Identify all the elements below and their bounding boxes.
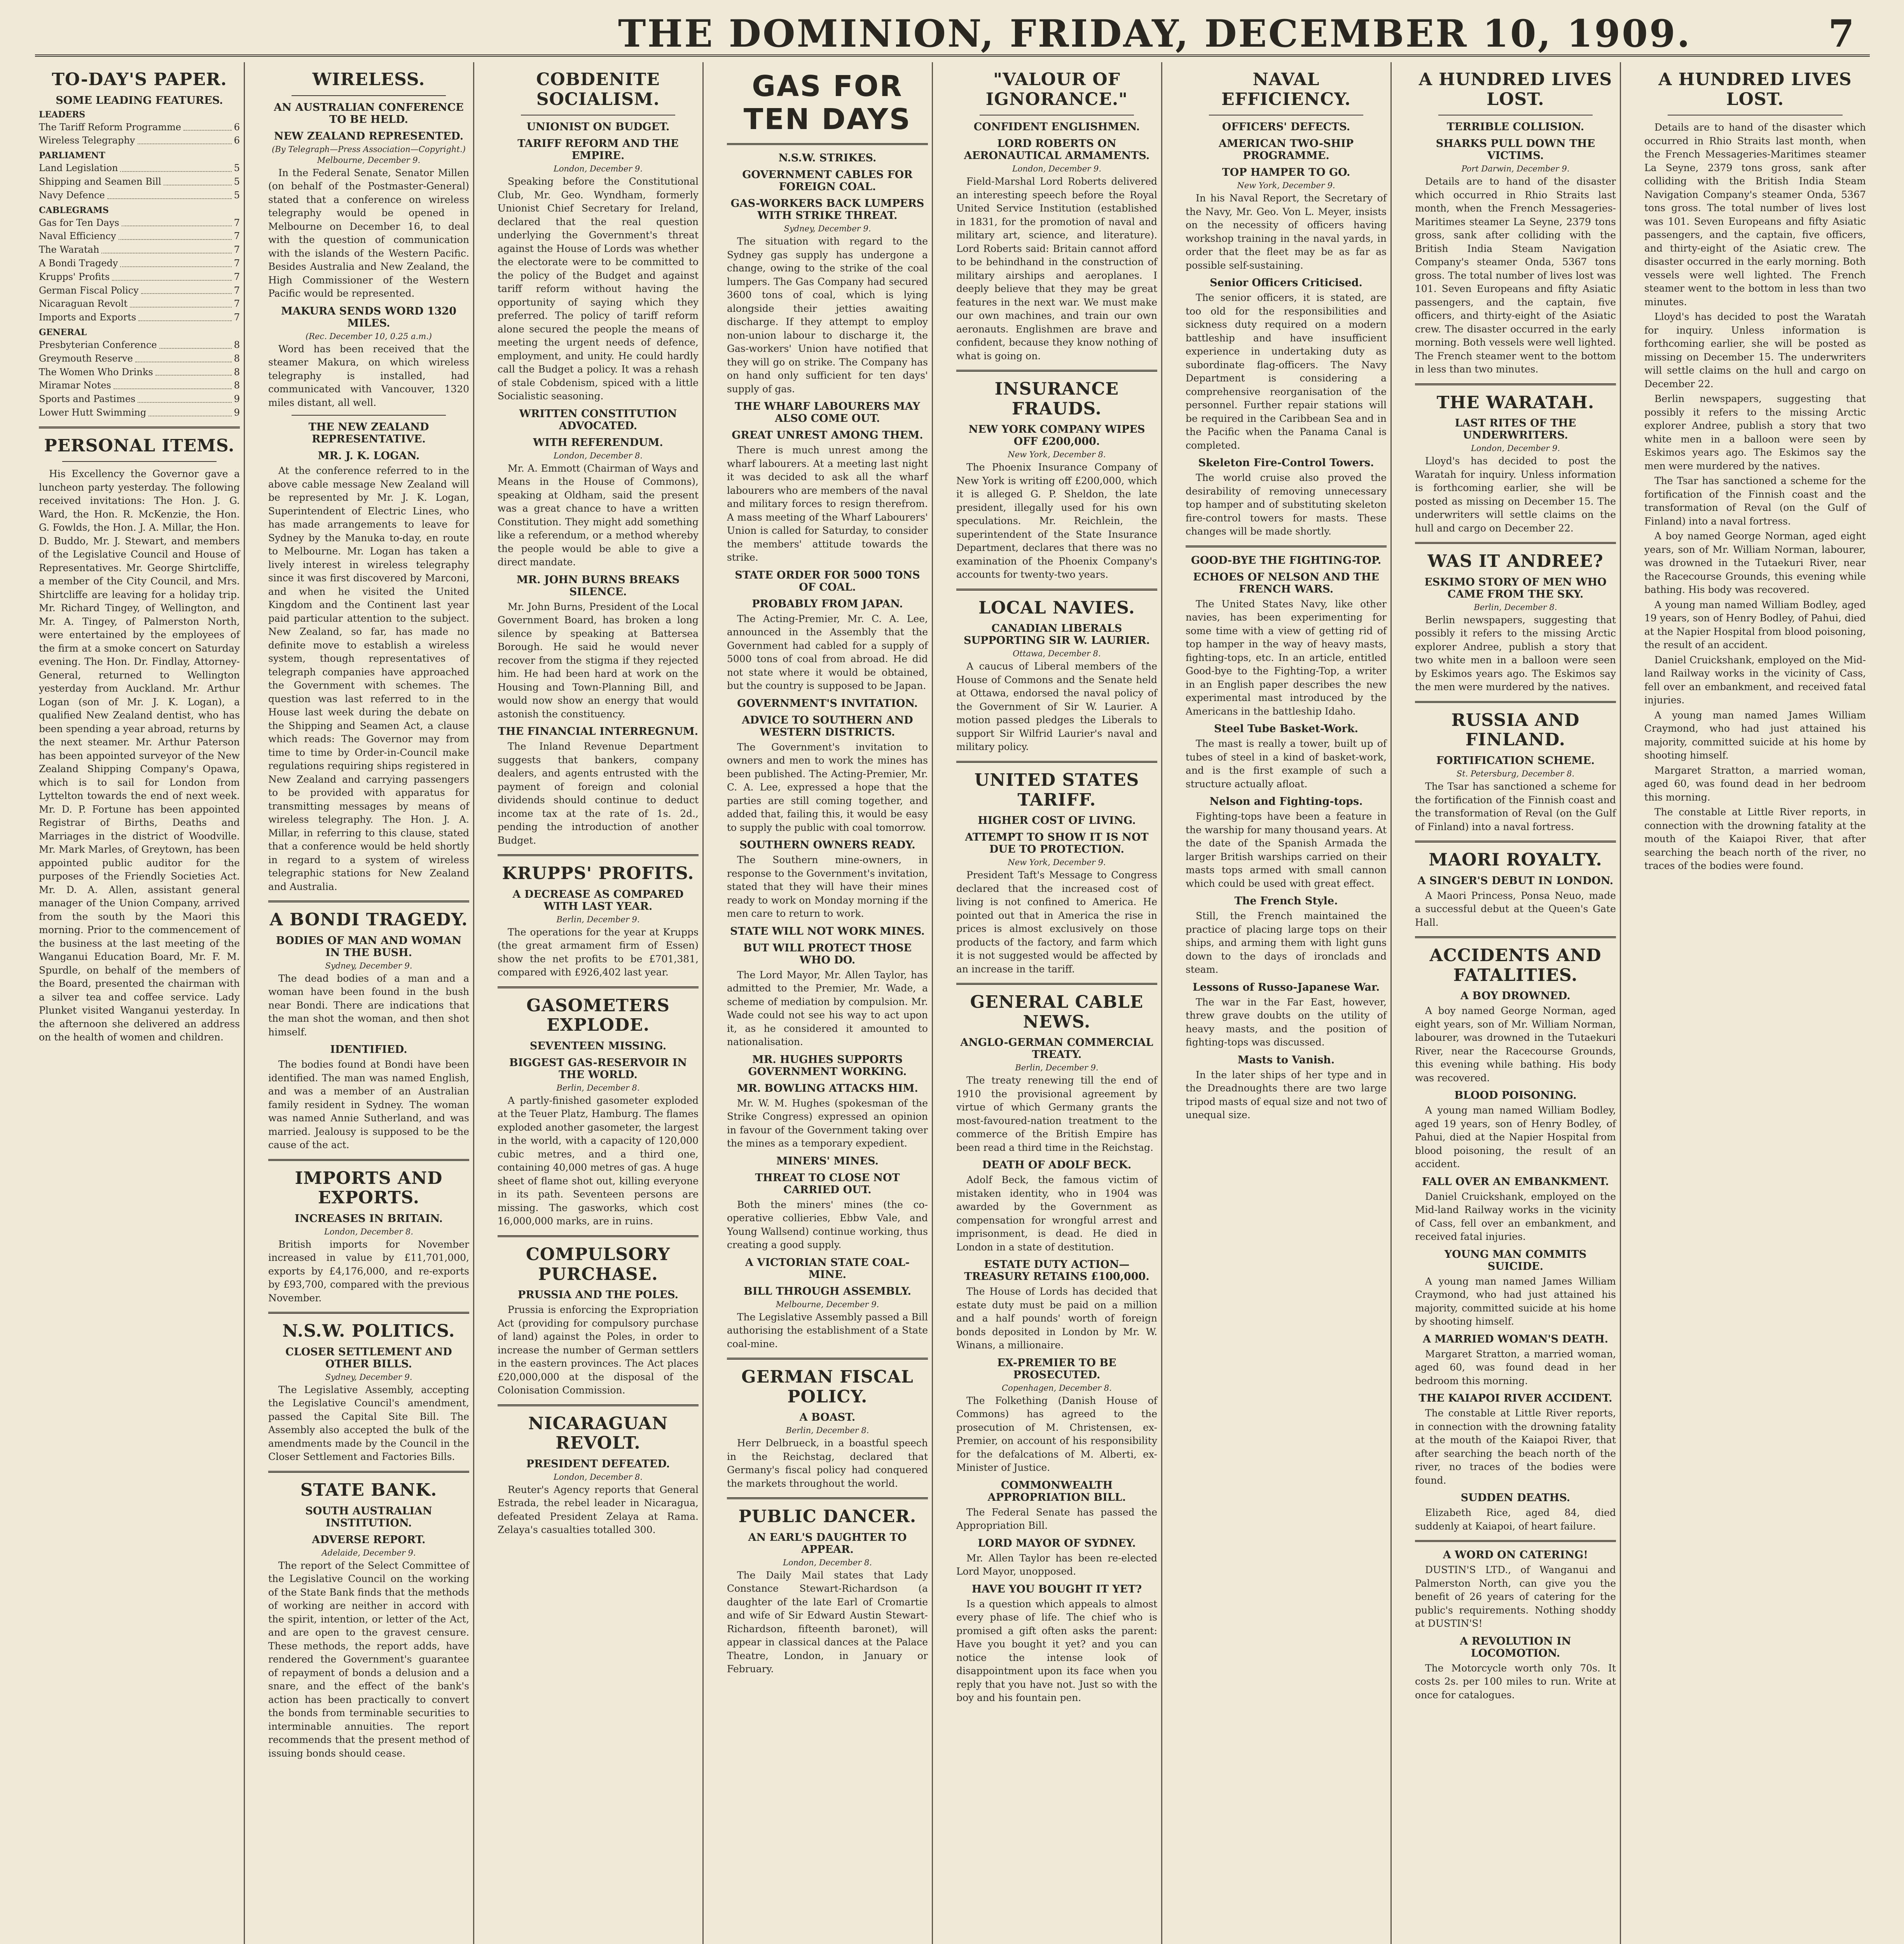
subheading: PROBABLY FROM JAPAN.	[752, 598, 903, 610]
subheading: A REVOLUTION IN LOCOMOTION.	[1460, 1635, 1571, 1659]
article-text: Details are to hand of the disaster which occurred in Rhio Straits last month, when the French Messageries-Maritimes steamer La Seyne, 2379 tons gross, sank after colliding with the British India Steam Navigation Company's steamer Onda, 5367 tons gross. The total number of lives lost was 101. Seven Europeans and fifty Asiatic passengers, and the captain, five officers, and thirty-eight of the Asiatic crew. The disaster occurred in the early morning. Both vessels were well lighted. The French steamer went to the bottom in less than two minutes.	[1644, 122, 1866, 308]
divider	[268, 1471, 469, 1473]
section-heading: COMPULSORY PURCHASE.	[526, 1244, 671, 1284]
divider	[1415, 936, 1616, 938]
section-heading: WIRELESS.	[312, 70, 425, 89]
article-text: Margaret Stratton, a married woman, aged 60, was found dead in her bedroom this morning.	[1644, 764, 1866, 803]
article-text: The treaty renewing till the end of 1910 the provisional agreement by virtue of which Germany grants the most-favoured-nation treatment to the commerce of the British Empire has been read a third time in the Reichstag.	[956, 1075, 1157, 1153]
index-item[interactable]: Navy Defence 5	[39, 189, 240, 202]
index-group: CABLEGRAMS	[39, 205, 109, 215]
article-text: Reuter's Agency reports that General Estrada, the rebel leader in Nicaragua, defeated President Zelaya at Rama. Zelaya's casualties totalled 300.	[498, 1484, 699, 1536]
subheading: A WORD ON CATERING!	[1443, 1549, 1588, 1561]
subheading: Nelson and Fighting-tops.	[1209, 795, 1363, 808]
article-text: A young man named William Bodley, aged 19 years, son of Henry Bodley, of Pahui, died at the Napier Hospital from blood poisoning, the result of an accident.	[1415, 1105, 1616, 1170]
article-text: Mr. John Burns, President of the Local Government Board, has broken a long silence by speaking at Battersea Borough. He said he would never recover from the stigma if they rejected him. He had been hard at work on the Housing and Town-Planning Bill, and would now show an energy that would astonish the constituency.	[498, 601, 699, 720]
subheading: TOP HAMPER TO GO.	[1222, 166, 1350, 179]
index-item[interactable]: Krupps' Profits 7	[39, 270, 240, 284]
subheading: YOUNG MAN COMMITS SUICIDE.	[1444, 1248, 1587, 1273]
section-heading: GERMAN FISCAL POLICY.	[741, 1367, 914, 1407]
column-cobdenite	[494, 62, 704, 1944]
subheading: STATE ORDER FOR 5000 TONS OF COAL.	[735, 569, 920, 593]
section-heading: A HUNDRED LIVES LOST.	[1658, 70, 1852, 109]
article-text: Lloyd's has decided to post the Waratah for inquiry. Unless information is forthcoming earlier, she will be posted as missing on December 15. The underwriters will settle claims on the hull and cargo on December 22.	[1415, 455, 1616, 534]
divider	[956, 761, 1157, 763]
divider	[498, 854, 699, 856]
article-text: A Maori Princess, Ponsa Neuo, made a successful debut at the Queen's Gate Hall.	[1415, 890, 1616, 928]
article-text: At the conference referred to in the above cable message New Zealand will be represented by Mr. J. K. Logan, Superintendent of Electric Lines, who has made arrangements to leave for Sydney by the Manuka to-day, en route to Melbourne. Mr. Logan has taken a lively interest in wireless telegraphy since it was first discovered by Marconi, and when he visited the United Kingdom and the Continent last year paid particular attention to the subject. New Zealand, so far, has made no definite move to establish a wireless system, though representatives of telegraph companies have approached the Government with schemes. The question was last referred to in the House last week during the debate on the Shipping and Seamen Act, a clause which reads: The Governor may from time to time by Order-in-Council make regulations requiring ships registered in New Zealand and carrying passengers to be provided with apparatus for transmitting messages by means of wireless telegraphy. The Hon. J. A. Millar, in referring to this clause, stated that a conference would be held shortly in regard to a system of wireless telegraphic stations for New Zealand and Australia.	[268, 465, 469, 892]
section-heading: UNITED STATES TARIFF.	[974, 770, 1139, 810]
subheading: WRITTEN CONSTITUTION ADVOCATED.	[519, 407, 677, 432]
divider	[727, 1497, 928, 1499]
subheading: AMERICAN TWO-SHIP PROGRAMME.	[1218, 138, 1354, 162]
article-text: The bodies found at Bondi have been identified. The man was named English, and was a member of an Australian family resident in Sydney. The woman was named Annie Sutherland, and was married. Jealousy is supposed to be the cause of the act.	[268, 1059, 469, 1151]
subheading: A SINGER'S DEBUT IN LONDON.	[1417, 874, 1614, 887]
dateline: Sydney, December 9.	[784, 224, 871, 234]
dateline: London, December 9.	[1012, 164, 1102, 174]
column-wireless	[264, 62, 474, 1944]
subheading: HIGHER COST OF LIVING.	[978, 815, 1136, 827]
article-text: Margaret Stratton, a married woman, aged 60, was found dead in her bedroom this morning.	[1415, 1348, 1616, 1386]
article-text: A partly-finished gasometer exploded at the Teuer Platz, Hamburg. The flames exploded another gasometer, the largest in the world, with a capacity of 120,000 cubic metres, and a third one, containing 40,000 metres of gas. A huge sheet of flame shot out, killing everyone in its path. Seventeen persons are missing. The gasworks, which cost 16,000,000 marks, are in ruins.	[498, 1094, 699, 1227]
subheading: Skeleton Fire-Control Towers.	[1198, 457, 1374, 469]
subheading: CONFIDENT ENGLISHMEN.	[973, 121, 1140, 133]
page-number: 7	[1828, 12, 1854, 56]
section-heading: THE WARATAH.	[1436, 392, 1595, 413]
subheading: GOVERNMENT CABLES FOR FOREIGN COAL.	[742, 169, 913, 193]
subheading: TERRIBLE COLLISION.	[1446, 121, 1584, 133]
divider	[292, 95, 446, 96]
subheading: AN AUSTRALIAN CONFERENCE TO BE HELD.	[274, 101, 464, 126]
article-text: Elizabeth Rice, aged 84, died suddenly at Kaiapoi, of heart failure.	[1415, 1507, 1616, 1532]
dateline: Ottawa, December 8.	[1013, 649, 1101, 659]
index-group: PARLIAMENT	[39, 150, 105, 161]
subheading: COMMONWEALTH APPROPRIATION BILL.	[987, 1479, 1126, 1503]
divider	[1415, 841, 1616, 843]
article-text: Mr. W. M. Hughes (spokesman of the Strike Congress) expressed an opinion in favour of the Government taking over the mines as a temporary expedient.	[727, 1097, 928, 1149]
index-item[interactable]: The Tariff Reform Programme 6	[39, 121, 240, 134]
section-heading: NAVAL EFFICIENCY.	[1221, 70, 1351, 109]
subheading: ADVERSE REPORT.	[312, 1533, 426, 1546]
subheading: A VICTORIAN STATE COAL-MINE.	[745, 1256, 910, 1281]
subheading: BUT WILL PROTECT THOSE WHO DO.	[743, 942, 912, 966]
dateline: Copenhagen, December 8.	[1002, 1383, 1112, 1393]
article-text: Still, the French maintained the practice of placing large tops on their ships, and arming them with light guns down to the days of ironclads and steam.	[1186, 910, 1387, 975]
subheading: Lessons of Russo-Japanese War.	[1192, 981, 1380, 993]
article-text: Word has been received that the steamer Makura, on which wireless telegraphy is installed, had communicated with Vancouver, 1320 miles distant, all well.	[268, 343, 469, 408]
section-heading: NICARAGUAN REVOLT.	[528, 1413, 668, 1453]
dateline: London, December 8.	[553, 451, 643, 460]
article-text: The constable at Little River reports, in connection with the drowning fatality at the mouth of the Kaiapoi River, that after searching the beach north of the river, no traces of the bodies were found.	[1415, 1407, 1616, 1486]
subheading: ADVICE TO SOUTHERN AND WESTERN DISTRICTS.	[742, 714, 913, 738]
article-text: The Motorcycle worth only 70s. It costs 2s. per 100 miles to run. Write at once for catalogues.	[1415, 1662, 1616, 1701]
dateline: Sydney, December 9.	[325, 1372, 412, 1382]
article-text: In the Federal Senate, Senator Millen (on behalf of the Postmaster-General) stated that a conference on wireless telegraphy would be opened in Melbourne on December 16, to deal with the question of communication with the islands of the Western Pacific. Besides Australia and New Zealand, the High Commissioner of the Western Pacific would be represented.	[268, 167, 469, 299]
article-text: A young man named James William Craymond, who had just attained his majority, committed suicide at his home by shooting himself.	[1644, 709, 1866, 761]
dateline: Adelaide, December 9.	[321, 1548, 416, 1558]
divider	[1415, 542, 1616, 544]
divider	[268, 900, 469, 902]
subheading: SOUTHERN OWNERS READY.	[739, 839, 915, 851]
index-item[interactable]: Gas for Ten Days 7	[39, 216, 240, 230]
dateline: (Rec. December 10, 0.25 a.m.)	[306, 331, 432, 341]
dateline: Berlin, December 9.	[1015, 1063, 1099, 1073]
dateline: Berlin, December 8.	[786, 1426, 869, 1435]
article-text: Details are to hand of the disaster which occurred in Rhio Straits last month, when the French Messageries-Maritimes steamer La Seyne, 2379 tons gross, sank after colliding with the British India Steam Navigation Company's steamer Onda, 5367 tons gross. The total number of lives lost was 101. Seven Europeans and fifty Asiatic passengers, and the captain, five officers, and thirty-eight of the Asiatic crew. The disaster occurred in the early morning. Both vessels were well lighted. The French steamer went to the bottom in less than two minutes.	[1415, 176, 1616, 375]
index-item[interactable]: Land Legislation 5	[39, 161, 240, 175]
subheading: Steel Tube Basket-Work.	[1214, 723, 1358, 735]
index-item[interactable]: Sports and Pastimes 9	[39, 392, 240, 406]
article-text: The Inland Revenue Department suggests that bankers, company dealers, and agents entrusted with the payment of foreign and colonial dividends should continue to deduct income tax at the rate of 1s. 2d., pending the introduction of another Budget.	[498, 741, 699, 846]
dateline: London, December 8.	[553, 1472, 643, 1482]
index-item[interactable]: A Bondi Tragedy 7	[39, 257, 240, 270]
article-text: The Federal Senate has passed the Appropriation Bill.	[956, 1506, 1157, 1531]
section-heading: STATE BANK.	[300, 1480, 437, 1500]
index-item[interactable]: Imports and Exports 7	[39, 311, 240, 324]
article-text: In his Naval Report, the Secretary of the Navy, Mr. Geo. Von L. Meyer, insists on the necessity of officers having workshop training in the naval yards, in order that the fleet may be as far as possible self-sustaining.	[1186, 192, 1387, 271]
article-text: The operations for the year at Krupps (the great armament firm of Essen) show the net profits to be £701,381, compared with £926,402 last year.	[498, 926, 699, 978]
section-heading: LOCAL NAVIES.	[978, 598, 1135, 618]
subheading: NEW ZEALAND REPRESENTED.	[274, 130, 464, 142]
subheading: LAST RITES OF THE UNDERWRITERS.	[1455, 417, 1576, 442]
divider	[727, 1358, 928, 1360]
index-item[interactable]: German Fiscal Policy 7	[39, 284, 240, 297]
subheading: BIGGEST GAS-RESERVOIR IN THE WORLD.	[509, 1056, 687, 1081]
article-text: The Daily Mail states that Lady Constance Stewart-Richardson (a daughter of the late Earl of Cromartie and wife of Sir Edward Austin Stewart-Richardson, fifteenth baronet), will appear in classical dances at the Palace Theatre, London, in January or February.	[727, 1569, 928, 1675]
columns	[35, 62, 1870, 1944]
index-item[interactable]: The Waratah 7	[39, 243, 240, 257]
dateline: Sydney, December 9.	[325, 961, 412, 970]
column-gas	[723, 62, 933, 1944]
article-text: The Government's invitation to owners and men to work the mines has been published. The Acting-Premier, Mr. C. A. Lee, expressed a hope that the parties are still coming together, and added that, failing this, it would be easy to supply the public with coal tomorrow.	[727, 741, 928, 833]
divider	[956, 370, 1157, 372]
divider	[39, 427, 240, 428]
subheading: A BOY DROWNED.	[1460, 990, 1570, 1002]
article-text: The situation with regard to the Sydney gas supply has undergone a change, owing to the strike of the coal lumpers. The Gas Company had secured 3600 tons of coal, which is lying alongside their jetties awaiting discharge. If they attempt to employ non-union labour to discharge it, the Gas-workers' Union have notified that they will go on strike. The Company has on hand only sufficient for ten days' supply of gas.	[727, 236, 928, 395]
article-text: Lloyd's has decided to post the Waratah for inquiry. Unless information is forthcoming earlier, she will be posted as missing on December 15. The underwriters will settle claims on the hull and cargo on December 22.	[1644, 311, 1866, 390]
section-heading: GENERAL CABLE NEWS.	[970, 992, 1144, 1032]
masthead	[35, 8, 1870, 57]
subheading: GOOD-BYE THE FIGHTING-TOP.	[1191, 554, 1382, 566]
divider	[268, 1312, 469, 1314]
subheading: EX-PREMIER TO BE PROSECUTED.	[997, 1357, 1116, 1381]
subheading: A MARRIED WOMAN'S DEATH.	[1422, 1333, 1609, 1345]
article-text: There is much unrest among the wharf labourers. At a meeting last night it was decided to ask all the wharf labourers who are members of the naval and military forces to resign therefrom. A mass meeting of the Wharf Labourers' Union is called for Saturday, to consider the members' attitude towards the strike.	[727, 444, 928, 563]
section-heading: "VALOUR OF IGNORANCE."	[985, 70, 1128, 109]
section-heading: A HUNDRED LIVES LOST.	[1418, 70, 1612, 109]
article-text: The Tsar has sanctioned a scheme for the fortification of the Finnish coast and the transformation of Reval (on the Gulf of Finland) into a naval fortress.	[1415, 781, 1616, 832]
article-text: A boy named George Norman, aged eight years, son of Mr. William Norman, labourer, was drowned in the Tutaekuri River, near the Racecourse Grounds, this evening while bathing. His body was recovered.	[1644, 530, 1866, 596]
subheading: THE NEW ZEALAND REPRESENTATIVE.	[308, 421, 429, 446]
subheading: BODIES OF MAN AND WOMAN IN THE BUSH.	[276, 934, 462, 959]
masthead-title: THE DOMINION, FRIDAY, DECEMBER 10, 1909.	[618, 12, 1692, 56]
divider	[268, 1159, 469, 1161]
subheading: GREAT UNREST AMONG THEM.	[732, 429, 923, 442]
article-text: The dead bodies of a man and a woman have been found in the bush near Bondi. There are indications that the man shot the woman, and then shot himself.	[268, 972, 469, 1038]
divider	[292, 415, 446, 416]
section-heading: COBDENITE SOCIALISM.	[536, 70, 660, 109]
divider	[956, 983, 1157, 985]
article-text: The mast is really a tower, built up of tubes of steel in a kind of basket-work, and is the first example of such a structure actually afloat.	[1186, 738, 1387, 790]
article-text: The Acting-Premier, Mr. C. A. Lee, announced in the Assembly that the Government had cabled for a supply of 5000 tons of coal from abroad. He did not state where it would be obtained, but the country is supposed to be Japan.	[727, 613, 928, 692]
article-text: Both the miners' mines (the co-operative collieries, Ebbw Vale, and Young Wallsend) continue working, thus creating a good supply.	[727, 1199, 928, 1251]
index-item[interactable]: Greymouth Reserve 8	[39, 352, 240, 365]
column-valour	[952, 62, 1162, 1944]
index-item[interactable]: Shipping and Seamen Bill 5	[39, 175, 240, 189]
article-text: A caucus of Liberal members of the House of Commons and the Senate held at Ottawa, endorsed the naval policy of the Government of Sir W. Laurier. A motion passed pledges the Liberals to support Sir Wilfrid Laurier's naval and military policy.	[956, 661, 1157, 753]
article-text: The Lord Mayor, Mr. Allen Taylor, has admitted to the Premier, Mr. Wade, a scheme of mediation by compulsion. Mr. Wade could not see his way to act upon it, as he considered it amounted to nationalisation.	[727, 969, 928, 1048]
dateline: Melbourne, December 9.	[317, 155, 421, 165]
article-text: Is a question which appeals to almost every phase of life. The chief who is promised a gift often asks the parent: Have you bought it yet? and you can notice the intense look of disappointment upon its face when you reply that you have not. Just so with the boy and his fountain pen.	[956, 1598, 1157, 1704]
subheading: IDENTIFIED.	[330, 1044, 407, 1056]
dateline: London, December 8.	[324, 1227, 414, 1236]
article-text: The war in the Far East, however, threw grave doubts on the utility of heavy masts, and the position of fighting-tops was discussed.	[1186, 996, 1387, 1048]
section-heading: A BONDI TRAGEDY.	[269, 910, 468, 930]
subheading: LORD MAYOR OF SYDNEY.	[978, 1537, 1136, 1549]
subheading: MINERS' MINES.	[776, 1155, 879, 1167]
subheading: GOVERNMENT'S INVITATION.	[737, 697, 918, 710]
divider	[1415, 383, 1616, 385]
subheading: PRESIDENT DEFEATED.	[526, 1458, 670, 1470]
article-text: Mr. A. Emmott (Chairman of Ways and Means in the House of Commons), speaking at Oldham, said the present was a great chance to have a written Constitution. They might add something like a referendum, or a method whereby the people would be able to give a direct mandate.	[498, 462, 699, 568]
subheading: N.S.W. STRIKES.	[778, 152, 877, 164]
article-text: Daniel Cruickshank, employed on the Mid-land Railway works in the vicinity of Cass, fell over an embankment, and received fatal injuries.	[1415, 1191, 1616, 1243]
article-text: British imports for November increased in value by £11,701,000, exports by £4,176,000, and re-exports by £93,700, compared with the previous November.	[268, 1238, 469, 1304]
article-text: Mr. Allen Taylor has been re-elected Lord Mayor, unopposed.	[956, 1552, 1157, 1577]
subheading: CANADIAN LIBERALS SUPPORTING SIR W. LAURIER.	[964, 622, 1150, 647]
divider	[498, 1404, 699, 1406]
article-text: His Excellency the Governor gave a luncheon party yesterday. The following received invitations: The Hon. J. G. Ward, the Hon. R. McKenzie, the Hon. G. Fowlds, the Hon. J. A. Millar, the Hon. D. Buddo, Mr. J. Stewart, and members of the Legislative Council and House of Representatives. Mr. George Shirtcliffe, a member of the City Council, and Mrs. Shirtcliffe are leaving for a holiday trip. Mr. Richard Tingey, of Wellington, and Mr. A. Tingey, of Palmerston North, were entertained by the employees of the firm at a smoke concert on Saturday evening. The Hon. Dr. Findlay, Attorney-General, returned to Wellington yesterday from Auckland. Mr. Arthur Logan (son of Mr. J. K. Logan), a qualified New Zealand dentist, who has been spending a year abroad, returns by the next steamer. Mr. Arthur Paterson has been appointed surveyor of the New Zealand Shipping Company's Opawa, which is to sail for London from Lyttelton towards the end of next week. Mr. D. P. Fortune has been appointed Registrar of Births, Deaths and Marriages in the district of Woodville. Mr. Mark Marles, of Greytown, has been appointed public auditor for the purposes of the Friendly Societies Act. Mr. D. A. Allen, assistant general manager of the Union Company, arrived from the south by the Maori this morning. Prior to the commencement of the business at the last meeting of the Wanganui Education Board, Mr. F. M. Spurdle, on behalf of the members of the Board, presented the chairman with a silver tea and coffee service. Lady Plunket visited Wanganui yesterday. In the afternoon she delivered an address on the health of women and children.	[39, 468, 240, 1043]
subheading: PRUSSIA AND THE POLES.	[517, 1289, 678, 1301]
article-text: The Phoenix Insurance Company of New York is writing off £200,000, which it is alleged G. P. Sheldon, the late president, illegally used for his own speculations. Mr. Reichlein, the superintendent of the State Insurance Department, declares that there was no examination of the Phoenix Company's accounts for twenty-two years.	[956, 462, 1157, 580]
divider	[956, 589, 1157, 591]
column-naval	[1182, 62, 1392, 1944]
subheading: UNIONIST ON BUDGET.	[526, 121, 670, 133]
dateline: London, December 8.	[783, 1558, 872, 1567]
dateline: London, December 9.	[553, 164, 643, 174]
article-text: President Taft's Message to Congress declared that the increased cost of living is not confined to America. He pointed out that in America the rise in prices is almost exclusively on those products of the factory, and farm which it is not suggested would be affected by an increase in the tariff.	[956, 869, 1157, 975]
subheading: HAVE YOU BOUGHT IT YET?	[971, 1583, 1142, 1595]
section-heading: INSURANCE FRAUDS.	[994, 379, 1119, 419]
section-heading: GASOMETERS EXPLODE.	[526, 995, 670, 1035]
section-heading: PUBLIC DANCER.	[738, 1507, 917, 1527]
subheading: BILL THROUGH ASSEMBLY.	[744, 1285, 911, 1297]
article-text: Fighting-tops have been a feature in the warship for many thousand years. At the date of the Spanish Armada the larger British warships carried on their masts tops armed with small cannon which could be used with great effect.	[1186, 811, 1387, 889]
article-text: A young man named William Bodley, aged 19 years, son of Henry Bodley, of Pahui, died at the Napier Hospital from blood poisoning, the result of an accident.	[1644, 599, 1866, 651]
dateline: Port Darwin, December 9.	[1461, 164, 1570, 174]
section-heading: KRUPPS' PROFITS.	[502, 864, 694, 884]
article-text: Berlin newspapers, suggesting that possibly it refers to the missing Arctic explorer Andree, publish a story that two white men in a balloon were seen by Eskimos years ago. The Eskimos say the men were murdered by the natives.	[1644, 393, 1866, 472]
article-text: The House of Lords has decided that estate duty must be paid on a million and a half pounds' worth of foreign bonds deposited in London by Mr. W. Winans, a millionaire.	[956, 1286, 1157, 1351]
subheading: ATTEMPT TO SHOW IT IS NOT DUE TO PROTECTION.	[965, 831, 1149, 856]
subheading: THE WHARF LABOURERS MAY ALSO COME OUT.	[735, 400, 920, 425]
index-item[interactable]: Nicaraguan Revolt 7	[39, 297, 240, 311]
dateline: Berlin, December 9.	[556, 914, 640, 924]
subheading: ESTATE DUTY ACTION—TREASURY RETAINS £100,000.	[964, 1259, 1149, 1283]
section-heading: TO-DAY'S PAPER.	[52, 70, 227, 89]
subheading: GAS-WORKERS BACK LUMPERS WITH STRIKE THREAT.	[730, 198, 924, 222]
section-heading: RUSSIA AND FINLAND.	[1451, 710, 1580, 750]
dateline: New York, December 9.	[1008, 858, 1106, 867]
index-item[interactable]: Naval Efficiency 7	[39, 229, 240, 243]
section-heading: IMPORTS AND EXPORTS.	[295, 1168, 443, 1208]
subheading: CLOSER SETTLEMENT AND OTHER BILLS.	[285, 1346, 452, 1370]
subheading: THREAT TO CLOSE NOT CARRIED OUT.	[755, 1171, 900, 1196]
divider	[498, 1235, 699, 1237]
article-text: Daniel Cruickshank, employed on the Mid-land Railway works in the vicinity of Cass, fell over an embankment, and received fatal injuries.	[1644, 654, 1866, 706]
subheading: STATE WILL NOT WORK MINES.	[730, 925, 925, 937]
subheading: MAKURA SENDS WORD 1320 MILES.	[281, 305, 456, 329]
index-item[interactable]: Lower Hutt Swimming 9	[39, 406, 240, 420]
subheading: FORTIFICATION SCHEME.	[1436, 755, 1595, 767]
index-item[interactable]: Presbyterian Conference 8	[39, 338, 240, 352]
subheading: Senior Officers Criticised.	[1210, 277, 1362, 289]
subheading: DEATH OF ADOLF BECK.	[982, 1159, 1132, 1171]
subheading: SUDDEN DEATHS.	[1460, 1492, 1570, 1504]
divider	[62, 461, 217, 462]
subheading: SOME LEADING FEATURES.	[56, 94, 223, 107]
article-text: Speaking before the Constitutional Club, Mr. Geo. Wyndham, formerly Unionist Chief Secretary for Ireland, declared that the real question underlying the Government's threat against the House of Lords was whether the electorate were to be committed to the policy of the Budget and against tariff reform without having the opportunity of saying which they preferred. The policy of tariff reform alone secured the people the means of meeting the urgent needs of defence, employment, and unity. He could hardly call the Budget a policy. It was a rehash of stale Cobdenism, spiced with a little Socialistic seasoning.	[498, 176, 699, 402]
article-text: The Folkething (Danish House of Commons) has agreed to the prosecution of M. Christensen, ex-Premier, on account of his responsibility for the defalcations of M. Alberti, ex-Minister of Justice.	[956, 1395, 1157, 1474]
subheading: OFFICERS' DEFECTS.	[1222, 121, 1350, 133]
section-heading: PERSONAL ITEMS.	[44, 435, 235, 456]
subheading: WITH REFERENDUM.	[533, 436, 663, 449]
section-heading: GAS FOR TEN DAYS	[743, 70, 912, 136]
dateline: St. Petersburg, December 8.	[1456, 769, 1575, 779]
article-text: DUSTIN'S LTD., of Wanganui and Palmerston North, can give you the benefit of 26 years of catering for the public's requirements. Nothing shoddy at DUSTIN'S!	[1415, 1564, 1616, 1629]
subheading: BLOOD POISONING.	[1454, 1089, 1577, 1102]
subheading: ESKIMO STORY OF MEN WHO CAME FROM THE SKY.	[1424, 576, 1607, 600]
dateline: London, December 9.	[1471, 444, 1560, 453]
dateline: Melbourne, December 9.	[776, 1299, 879, 1309]
dateline: Berlin, December 8.	[1474, 602, 1557, 612]
article-text: The United States Navy, like other navies, has been experimenting for some time with a view of getting rid of top hamper in the way of heavy masts, fighting-tops, etc. In an article, entitled Good-bye to the Fighting-Top, a writer in an English paper describes the new experimental mast introduced by the Americans in the battleship Idaho.	[1186, 598, 1387, 717]
article-text: The report of the Select Committee of the Legislative Council on the working of the State Bank finds that the methods of working are neither in accord with the spirit, intention, or letter of the Act, and are open to the gravest censure. These methods, the report adds, have rendered the Government's guarantee of repayment of bonds a delusion and a snare, and the effect of the bank's action has been practically to convert the bonds from terminable securities to interminable annuities. The report recommends that the present method of issuing bonds should cease.	[268, 1559, 469, 1759]
subheading: SEVENTEEN MISSING.	[529, 1040, 667, 1052]
section-heading: ACCIDENTS AND FATALITIES.	[1429, 946, 1602, 985]
subheading: MR. HUGHES SUPPORTS GOVERNMENT WORKING.	[748, 1053, 907, 1078]
index-item[interactable]: Wireless Telegraphy 6	[39, 134, 240, 147]
article-text: A boy named George Norman, aged eight years, son of Mr. William Norman, labourer, was drowned in the Tutaekuri River, near the Racecourse Grounds, this evening while bathing. His body was recovered.	[1415, 1005, 1616, 1084]
subheading: ANGLO-GERMAN COMMERCIAL TREATY.	[960, 1037, 1153, 1061]
subheading: FALL OVER AN EMBANKMENT.	[1422, 1175, 1609, 1188]
divider	[1415, 1540, 1616, 1542]
article-text: A young man named James William Craymond, who had just attained his majority, committed suicide at his home by shooting himself.	[1415, 1275, 1616, 1327]
divider	[727, 143, 928, 145]
article-text: In the later ships of her type and in the Dreadnoughts there are two large tripod masts of equal size and not two of unequal size.	[1186, 1069, 1387, 1121]
index-group: GENERAL	[39, 327, 87, 337]
article-text: Berlin newspapers, suggesting that possibly it refers to the missing Arctic explorer Andree, publish a story that two white men in a balloon were seen by Eskimos years ago. The Eskimos say the men were murdered by the natives.	[1415, 614, 1616, 693]
divider	[498, 986, 699, 988]
divider	[1186, 545, 1387, 547]
subheading: NEW YORK COMPANY WIPES OFF £200,000.	[968, 423, 1145, 448]
dateline: New York, December 8.	[1008, 450, 1106, 460]
article-text: The constable at Little River reports, in connection with the drowning fatality at the mouth of the Kaiapoi River, that after searching the beach north of the river, no traces of the bodies were found.	[1644, 806, 1866, 872]
subheading: MR. J. K. LOGAN.	[318, 450, 420, 462]
subheading: LORD ROBERTS ON AERONAUTICAL ARMAMENTS.	[964, 138, 1150, 162]
byline: (By Telegraph—Press Association—Copyright.)	[272, 144, 466, 154]
index-group: LEADERS	[39, 109, 86, 120]
column-contents	[35, 62, 245, 1944]
subheading: TARIFF REFORM AND THE EMPIRE.	[517, 138, 679, 162]
subheading: THE FINANCIAL INTERREGNUM.	[498, 726, 699, 738]
section-heading: WAS IT ANDREE?	[1427, 551, 1604, 572]
subheading: SOUTH AUSTRALIAN INSTITUTION.	[305, 1505, 432, 1529]
article-text: The Southern mine-owners, in response to the Government's invitation, stated that they will have their mines ready to work on Monday morning if the men care to return to work.	[727, 854, 928, 920]
column-hundred-lives	[1411, 62, 1621, 1944]
index-item[interactable]: Miramar Notes 8	[39, 379, 240, 392]
subheading: Masts to Vanish.	[1237, 1054, 1335, 1066]
article-text: The Tsar has sanctioned a scheme for the fortification of the Finnish coast and the transformation of Reval (on the Gulf of Finland) into a naval fortress.	[1644, 475, 1866, 527]
article-text: Prussia is enforcing the Expropriation Act (providing for compulsory purchase of land) against the Poles, in order to increase the number of German settlers in the eastern provinces. The Act places £20,000,000 at the disposal of the Colonisation Commission.	[498, 1304, 699, 1396]
section-heading: N.S.W. POLITICS.	[282, 1321, 455, 1341]
dateline: New York, December 9.	[1237, 181, 1335, 191]
dateline: Berlin, December 8.	[556, 1083, 640, 1093]
subheading: ECHOES OF NELSON AND THE FRENCH WARS.	[1193, 571, 1379, 595]
subheading: MR. BOWLING ATTACKS HIM.	[737, 1082, 918, 1094]
subheading: MR. JOHN BURNS BREAKS SILENCE.	[516, 573, 680, 598]
subheading: The French Style.	[1234, 895, 1338, 907]
article-text: The senior officers, it is stated, are too old for the responsibilities and sickness duty required on a modern battleship and have insufficient experience in undertaking duty as subordinate flag-officers. The Navy Department is considering a comprehensive reorganisation of the personnel. Further repair stations will be required in the Caribbean Sea and in the Pacific when the Panama Canal is completed.	[1186, 292, 1387, 451]
section-heading: MAORI ROYALTY.	[1429, 850, 1602, 870]
subheading: A BOAST.	[799, 1411, 856, 1424]
index-item[interactable]: The Women Who Drinks 8	[39, 365, 240, 379]
article-text: The world cruise also proved the desirability of removing unnecessary top hamper and of substituting skeleton fire-control towers for masts. These changes will be made shortly.	[1186, 472, 1387, 537]
article-text: Adolf Beck, the famous victim of mistaken identity, who in 1904 was awarded by the Government as compensation for wrongful arrest and imprisonment, is dead. He died in London in a state of destitution.	[956, 1174, 1157, 1253]
article-text: Herr Delbrueck, in a boastful speech in the Reichstag, declared that Germany's fiscal policy had conquered the markets throughout the world.	[727, 1437, 928, 1489]
subheading: AN EARL'S DAUGHTER TO APPEAR.	[748, 1531, 907, 1556]
subheading: INCREASES IN BRITAIN.	[295, 1212, 443, 1225]
subheading: SHARKS PULL DOWN THE VICTIMS.	[1436, 138, 1595, 162]
article-text: The Legislative Assembly passed a Bill authorising the establishment of a State coal-mine.	[727, 1311, 928, 1350]
subheading: A DECREASE AS COMPARED WITH LAST YEAR.	[512, 888, 684, 913]
divider	[1415, 701, 1616, 703]
article-text: The Legislative Assembly, accepting the Legislative Council's amendment, passed the Capital Site Bill. The Assembly also accepted the bulk of the amendments made by the Council in the Closer Settlement and Factories Bills.	[268, 1384, 469, 1463]
article-text: Field-Marshal Lord Roberts delivered an interesting speech before the Royal United Service Institution (established in 1831, for the promotion of naval and military art, science, and literature). Lord Roberts said: Britain cannot afford to be behindhand in the construction of military airships and aeroplanes. I deeply believe that they may be great features in the next war. We must make our own machines, and train our own aeronauts. Englishmen are brave and confident, because they know nothing of what is going on.	[956, 176, 1157, 362]
column-overflow	[1640, 62, 1870, 1944]
subheading: THE KAIAPOI RIVER ACCIDENT.	[1418, 1392, 1612, 1405]
